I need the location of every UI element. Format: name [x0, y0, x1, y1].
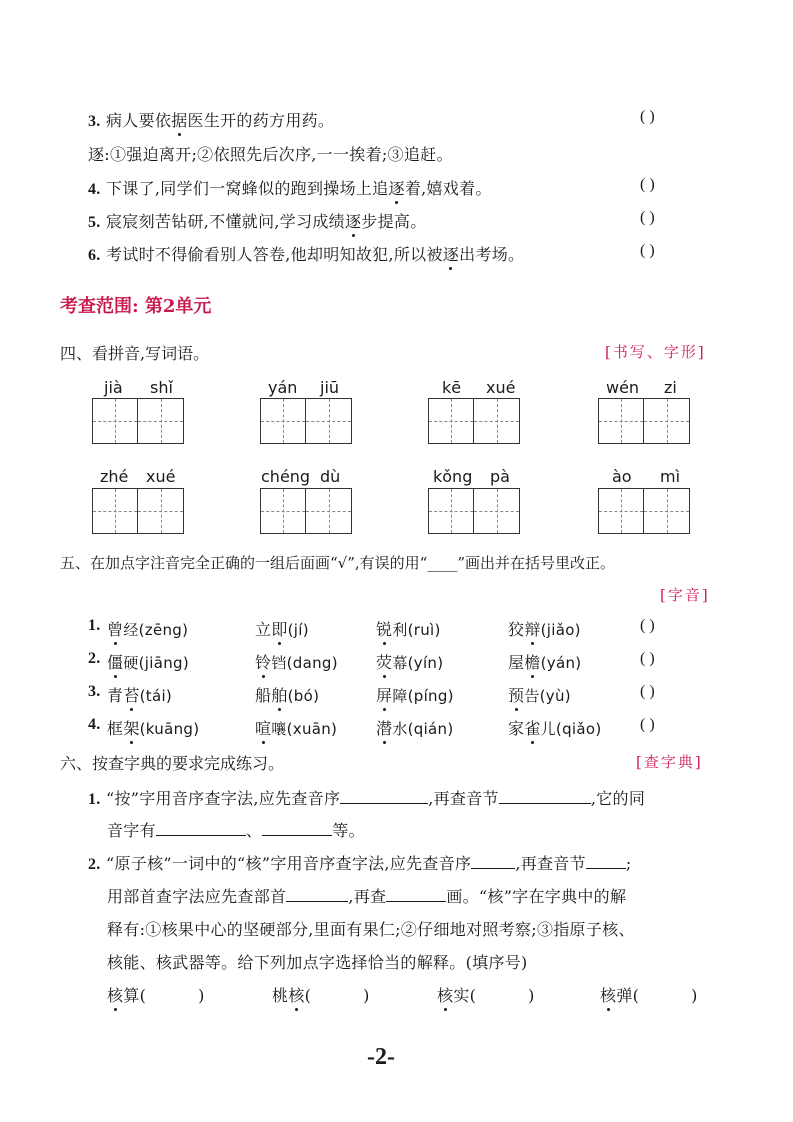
- pinyin: mì: [660, 467, 681, 486]
- part6-tag: [查字典]: [636, 753, 703, 771]
- pinyin: dù: [320, 467, 341, 486]
- dict-question-2-line4: 核能、核武器等。给下列加点字选择恰当的解释。(填序号): [107, 953, 528, 972]
- dotted-char: 逐: [345, 209, 361, 232]
- dotted-char: 核: [107, 983, 123, 1006]
- section-title: 考查范围: 第2单元: [60, 296, 212, 317]
- grid-cell[interactable]: [598, 488, 644, 534]
- writing-grid[interactable]: [598, 488, 690, 534]
- question-4: 4. 下课了,同学们一窝蜂似的跑到操场上追逐着,嬉戏着。: [88, 176, 492, 199]
- dict-question-1-line1: 1. “按”字用音序查字法,应先查音序 ,再查音节 ,它的同: [88, 789, 646, 808]
- grid-cell[interactable]: [138, 488, 184, 534]
- dict-question-2-line3: 释有:①核果中心的坚硬部分,里面有果仁;②仔细地对照考察;③指原子核、: [107, 920, 635, 939]
- dotted-char: 铃: [255, 650, 271, 673]
- answer-paren[interactable]: ( ): [640, 617, 655, 634]
- dotted-char: 檐: [524, 650, 540, 673]
- grid-cell[interactable]: [260, 488, 306, 534]
- writing-grid[interactable]: [598, 398, 690, 444]
- grid-cell[interactable]: [598, 398, 644, 444]
- dotted-char: 核: [288, 983, 304, 1006]
- pinyin: zhé: [100, 467, 129, 486]
- part5-title: 五、在加点字注音完全正确的一组后面画“√”,有误的用“____”画出并在括号里改正。: [60, 554, 616, 572]
- dotted-char: 屏: [376, 683, 392, 706]
- dict-question-2-line1: 2. “原子核”一词中的“核”字用音序查字法,应先查音序 ,再查音节 ;: [88, 854, 632, 873]
- pronunciation-item: 锐利(ruì): [376, 617, 441, 640]
- pronunciation-item: 屋檐(yán): [508, 650, 581, 673]
- answer-blank[interactable]: [262, 821, 332, 836]
- meaning-choice: 桃核( ): [272, 983, 370, 1006]
- dict-question-1-line2: 音字有 、 等。: [107, 821, 365, 840]
- grid-cell[interactable]: [260, 398, 306, 444]
- answer-paren[interactable]: ( ): [640, 683, 655, 700]
- pinyin: xué: [146, 467, 176, 486]
- dotted-char: 核: [600, 983, 616, 1006]
- dotted-char: 核: [437, 983, 453, 1006]
- part5-tag: [字音]: [660, 586, 710, 604]
- pronunciation-item: 潜水(qián): [376, 716, 454, 739]
- answer-paren[interactable]: ( ): [640, 242, 655, 259]
- pronunciation-item: 屏障(píng): [376, 683, 454, 706]
- dotted-char: 架: [123, 716, 139, 739]
- pronunciation-item: 僵硬(jiāng): [107, 650, 189, 673]
- grid-cell[interactable]: [474, 398, 520, 444]
- dotted-char: 荧: [376, 650, 392, 673]
- question-3: 3. 病人要依据医生开的药方用药。: [88, 108, 334, 131]
- dotted-char: 逐: [443, 242, 459, 265]
- grid-cell[interactable]: [138, 398, 184, 444]
- grid-cell[interactable]: [428, 398, 474, 444]
- grid-cell[interactable]: [92, 488, 138, 534]
- dotted-char: 即: [271, 617, 287, 640]
- pinyin: chéng: [261, 467, 311, 486]
- answer-blank[interactable]: [286, 887, 348, 902]
- grid-cell[interactable]: [644, 398, 690, 444]
- pronunciation-item: 狡辩(jiǎo): [508, 617, 581, 640]
- grid-cell[interactable]: [92, 398, 138, 444]
- answer-paren[interactable]: ( ): [640, 176, 655, 193]
- answer-blank[interactable]: [340, 789, 428, 804]
- pinyin: jià: [104, 378, 123, 397]
- pinyin: yán: [268, 378, 298, 397]
- writing-grid[interactable]: [92, 398, 184, 444]
- answer-paren[interactable]: ( ): [640, 716, 655, 733]
- dotted-char: 预: [508, 683, 524, 706]
- answer-blank[interactable]: [499, 789, 591, 804]
- writing-grid[interactable]: [428, 398, 520, 444]
- pronunciation-item: 立即(jí): [255, 617, 309, 640]
- pinyin: wén: [606, 378, 640, 397]
- pronunciation-row-number: 4.: [88, 716, 101, 733]
- dotted-char: 潜: [376, 716, 392, 739]
- dotted-char: 舶: [271, 683, 287, 706]
- grid-cell[interactable]: [306, 488, 352, 534]
- answer-paren[interactable]: ( ): [640, 108, 655, 125]
- pronunciation-item: 框架(kuāng): [107, 716, 199, 739]
- answer-paren[interactable]: ( ): [640, 209, 655, 226]
- dotted-char: 辩: [524, 617, 540, 640]
- pronunciation-item: 船舶(bó): [255, 683, 319, 706]
- part6-title: 六、按查字典的要求完成练习。: [60, 754, 285, 773]
- answer-blank[interactable]: [386, 887, 446, 902]
- meaning-choice: 核弹( ): [600, 983, 698, 1006]
- grid-cell[interactable]: [428, 488, 474, 534]
- grid-cell[interactable]: [474, 488, 520, 534]
- pinyin: jiū: [320, 378, 340, 397]
- page-number: -2-: [367, 1044, 395, 1070]
- dotted-char: 锐: [376, 617, 392, 640]
- meaning-choice: 核实( ): [437, 983, 535, 1006]
- pronunciation-row-number: 2.: [88, 650, 101, 667]
- grid-cell[interactable]: [306, 398, 352, 444]
- part4-tag: [书写、字形]: [605, 343, 706, 361]
- question-5: 5. 宸宸刻苦钻研,不懂就问,学习成绩逐步提高。: [88, 209, 427, 232]
- pronunciation-item: 家雀儿(qiǎo): [508, 716, 602, 739]
- pronunciation-item: 铃铛(dang): [255, 650, 338, 673]
- pronunciation-item: 曾经(zēng): [107, 617, 188, 640]
- pinyin: kē: [442, 378, 462, 397]
- pronunciation-item: 青苔(tái): [107, 683, 172, 706]
- meaning-choice: 核算( ): [107, 983, 205, 1006]
- pinyin: xué: [486, 378, 516, 397]
- answer-blank[interactable]: [586, 854, 626, 869]
- pinyin: kǒng: [433, 467, 473, 486]
- pinyin: shǐ: [150, 378, 173, 397]
- answer-blank[interactable]: [471, 854, 515, 869]
- pronunciation-item: 喧嚷(xuān): [255, 716, 337, 739]
- grid-cell[interactable]: [644, 488, 690, 534]
- dotted-char: 苔: [123, 683, 139, 706]
- dotted-char: 逐: [389, 176, 405, 199]
- dict-question-2-line2: 用部首查字法应先查部首 ,再查 画。“核”字在字典中的解: [107, 887, 627, 906]
- writing-grid[interactable]: [92, 488, 184, 534]
- zhu-definition: 逐:①强迫离开;②依照先后次序,一一挨着;③追赶。: [88, 145, 453, 164]
- dotted-char: 据: [171, 108, 187, 131]
- dotted-char: 雀: [524, 716, 540, 739]
- writing-grid[interactable]: [260, 398, 352, 444]
- pronunciation-row-number: 3.: [88, 683, 101, 700]
- dotted-char: 曾: [107, 617, 123, 640]
- pinyin: zi: [664, 378, 677, 397]
- writing-grid[interactable]: [428, 488, 520, 534]
- pronunciation-item: 预告(yù): [508, 683, 571, 706]
- pronunciation-item: 荧幕(yín): [376, 650, 443, 673]
- answer-blank[interactable]: [156, 821, 246, 836]
- writing-grid[interactable]: [260, 488, 352, 534]
- question-6: 6. 考试时不得偷看别人答卷,他却明知故犯,所以被逐出考场。: [88, 242, 524, 265]
- pinyin: ào: [612, 467, 632, 486]
- dotted-char: 僵: [107, 650, 123, 673]
- pinyin: pà: [490, 467, 510, 486]
- pronunciation-row-number: 1.: [88, 617, 101, 634]
- answer-paren[interactable]: ( ): [640, 650, 655, 667]
- part4-title: 四、看拼音,写词语。: [60, 344, 210, 363]
- dotted-char: 喧: [255, 716, 271, 739]
